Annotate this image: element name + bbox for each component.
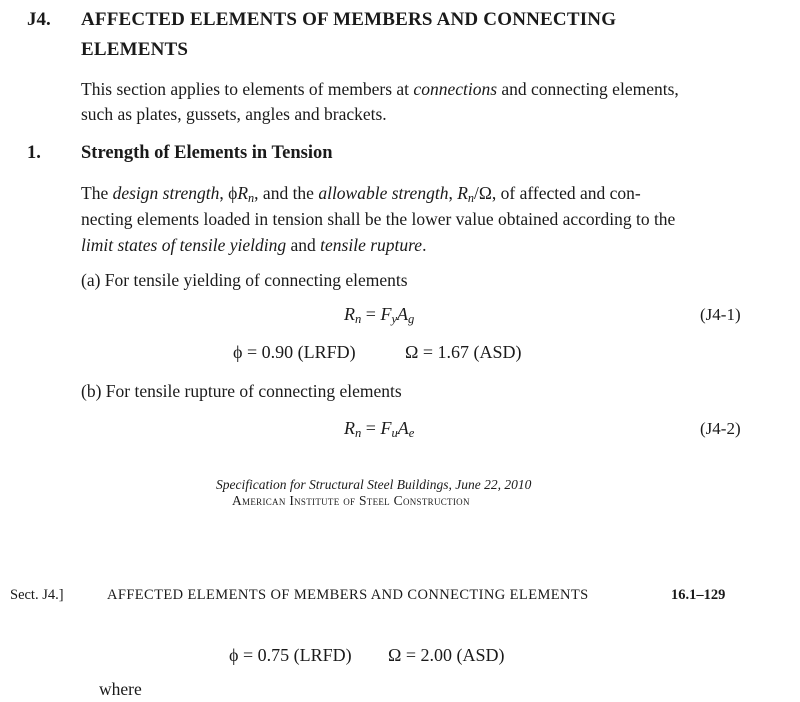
equals-sign: = [361, 304, 381, 324]
omega-factor-a: Ω = 1.67 (ASD) [405, 342, 522, 362]
para-text: , ϕ [219, 183, 238, 203]
symbol-F: F [380, 418, 392, 438]
paragraph-line-1 [81, 180, 641, 206]
subsection-title: Strength of Elements in Tension [81, 143, 333, 163]
para-text: , and the [254, 183, 319, 203]
term-allowable-strength: allowable strength [318, 183, 449, 203]
paragraph-line-3 [81, 232, 426, 258]
item-b-label: (b) For tensile rupture of connecting elements [81, 381, 402, 401]
equation-j4-1 [344, 304, 414, 325]
equation-j4-2 [344, 418, 414, 439]
footer-spec-title: Specification for Structural Steel Buildings, June 22, 2010 [216, 477, 532, 492]
equals-sign: = [361, 418, 381, 438]
subscript-n: n [355, 426, 362, 441]
para-text: , [448, 183, 458, 203]
intro-line-1 [81, 76, 679, 102]
symbol-F: F [380, 304, 392, 324]
omega-factor-next: Ω = 2.00 (ASD) [388, 645, 505, 665]
para-text: . [422, 235, 427, 255]
subscript-g: g [408, 312, 415, 327]
next-page-running-title: AFFECTED ELEMENTS OF MEMBERS AND CONNECTING ELEMENTS [107, 587, 589, 603]
term-tensile-yielding: limit states of tensile yielding [81, 235, 287, 255]
phi-factor-a: ϕ = 0.90 (LRFD) [233, 342, 356, 362]
equation-number-j4-2: (J4-2) [700, 419, 741, 438]
subscript-n: n [467, 191, 475, 206]
subscript-n: n [355, 312, 362, 327]
section-number: J4. [27, 9, 51, 30]
section-title-line1: AFFECTED ELEMENTS OF MEMBERS AND CONNECTING [81, 9, 617, 30]
symbol-A: A [397, 418, 409, 438]
subscript-y: y [391, 312, 398, 327]
section-title-line2: ELEMENTS [81, 39, 189, 60]
item-a-label: (a) For tensile yielding of connecting elements [81, 270, 408, 290]
next-page-section-label: Sect. J4.] [10, 587, 64, 603]
para-text: and [286, 235, 321, 255]
equation-number-j4-1: (J4-1) [700, 305, 741, 324]
symbol-R: R [344, 304, 355, 324]
subscript-u: u [391, 426, 398, 441]
intro-emphasis-connections: connections [413, 79, 498, 99]
symbol-R: R [457, 183, 468, 203]
intro-text-a: This section applies to elements of members at [81, 79, 414, 99]
para-text: /Ω, of affected and con- [474, 183, 641, 203]
intro-text-b: and connecting elements, [497, 79, 679, 99]
subscript-n: n [248, 191, 255, 206]
term-tensile-rupture: tensile rupture [320, 235, 423, 255]
intro-line-2: such as plates, gussets, angles and brackets. [81, 104, 387, 124]
symbol-R: R [237, 183, 249, 203]
where-label: where [99, 679, 142, 699]
symbol-A: A [397, 304, 409, 324]
footer-institute: American Institute of Steel Construction [232, 493, 470, 508]
next-page-number: 16.1–129 [671, 587, 726, 603]
subscript-e: e [408, 426, 415, 441]
term-design-strength: design strength [112, 183, 220, 203]
phi-factor-next: ϕ = 0.75 (LRFD) [229, 645, 352, 665]
para-text: The [81, 183, 113, 203]
symbol-R: R [344, 418, 355, 438]
subsection-number: 1. [27, 143, 41, 163]
paragraph-line-2: necting elements loaded in tension shall be the lower value obtained according to the [81, 209, 676, 229]
